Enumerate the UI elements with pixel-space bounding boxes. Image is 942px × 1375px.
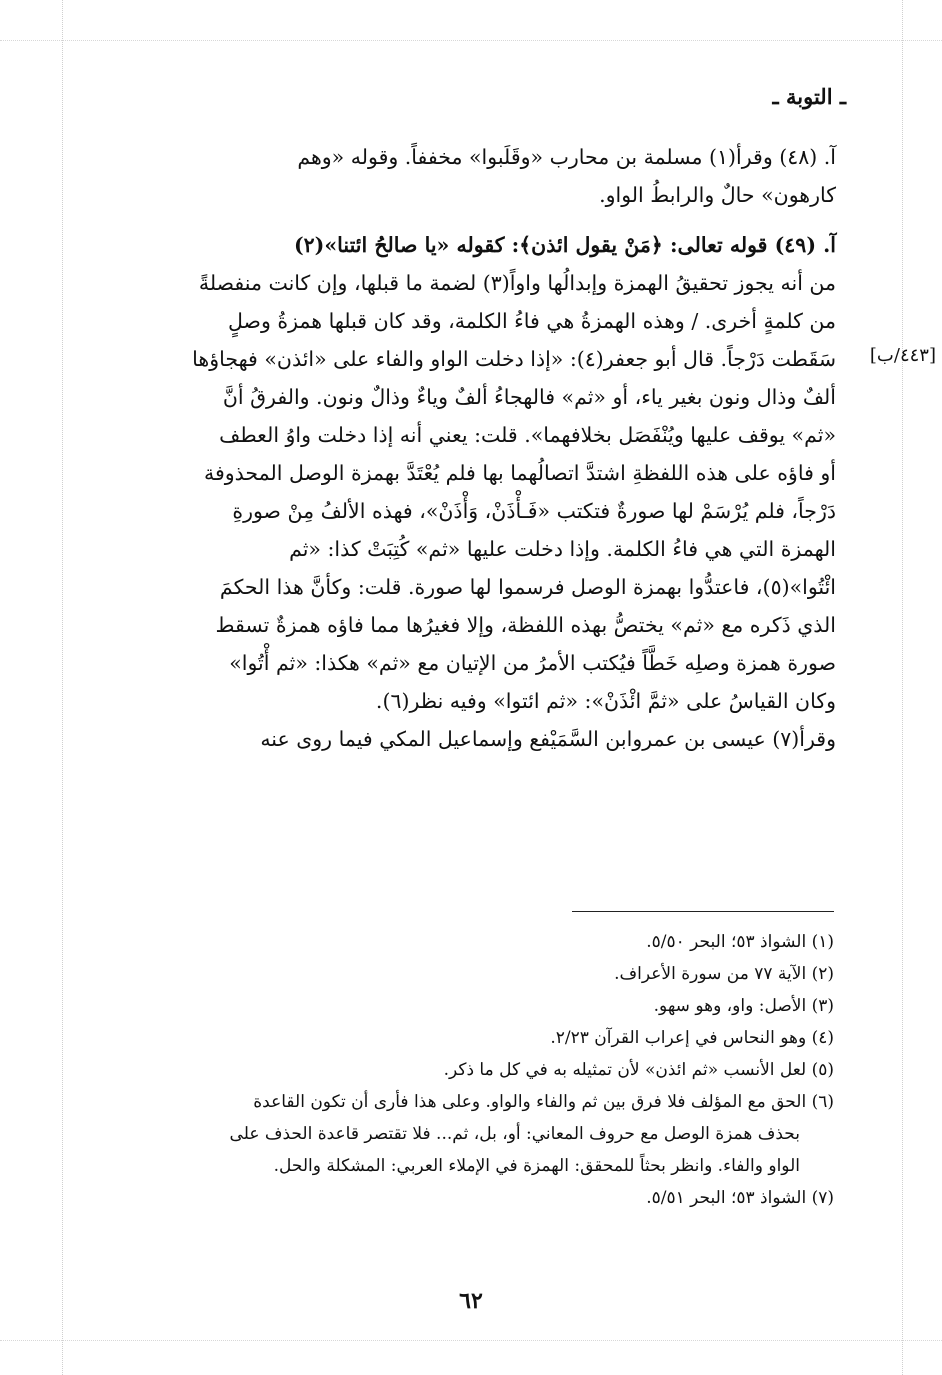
paragraph-readings (130, 720, 836, 758)
manuscript-folio-marker: [٤٤٣/ب] (869, 345, 936, 366)
scan-guide-line (0, 40, 942, 41)
text-line: «ثم» يوقف عليها ويُنْفَصَل بخلافهما». قلت: يعني أنه إذا دخلت واوُ العطف (219, 423, 836, 447)
footnote-4: (٤) وهو النحاس في إعراب القرآن ٢/٢٣. (550, 1028, 834, 1048)
text-line: سَقَطت دَرْجاً. قال أبو جعفر(٤): «إذا دخلت الواو والفاء على «ائذن» فهجاؤها (192, 347, 836, 371)
paragraph-verse-48 (130, 138, 836, 214)
text-line: ائْتُوا»(٥)، فاعتدُّوا بهمزة الوصل فرسموا لها صورة. قلت: وكأنَّ هذا الحكمَ (219, 575, 836, 599)
scan-guide-line (62, 0, 63, 1375)
footnotes (134, 926, 834, 1214)
paragraph-verse-49 (130, 226, 836, 720)
footnote-separator (572, 911, 834, 912)
footnote-3: (٣) الأصل: واو، وهو سهو. (653, 996, 834, 1016)
text-line: دَرْجاً، فلم يُرْسَمْ لها صورةٌ فتكتب «فَـأْذَنْ، وَأْذَنْ»، فهذه الألفُ مِنْ صورةِ (232, 499, 836, 523)
text-line: آ. (٤٨) وقرأ(١) مسلمة بن محارب «وقَلَبوا» مخففاً. وقوله «وهم (297, 145, 836, 169)
text-line: ألفٌ وذال ونون بغير ياء، أو «ثم» فالهجاءُ ألفٌ وياءٌ وذالٌ ونون. والفرقُ أنَّ (222, 385, 836, 409)
text-line: صورة همزة وصلِه خَطَّاً فيُكتب الأمرُ من الإتيان مع «ثم» هكذا: «ثم أْتُوا» (229, 651, 836, 675)
running-header: ـ التوبة ـ (772, 84, 846, 109)
text-line: من أنه يجوز تحقيقُ الهمزة وإبدالُها واواً(٣) لضمة ما قبلها، وإن كانت منفصلةً (198, 271, 836, 295)
text-line: آ. (٤٩) قوله تعالى: ﴿مَنْ يقول ائذن﴾: كقوله «يا صالحُ ائتنا»(٢) (293, 233, 836, 257)
page-number: ٦٢ (459, 1288, 483, 1314)
footnote-6-continuation: الواو والفاء. وانظر بحثاً للمحقق: الهمزة في الإملاء العربي: المشكلة والحل. (273, 1156, 800, 1176)
footnote-5: (٥) لعل الأنسب «ثم ائذن» لأن تمثيله به في كل ما ذكر. (443, 1060, 834, 1080)
footnote-7: (٧) الشواذ ٥٣؛ البحر ٥/٥١. (646, 1188, 834, 1208)
footnote-1: (١) الشواذ ٥٣؛ البحر ٥/٥٠. (646, 932, 834, 952)
text-line: الهمزة التي هي فاءُ الكلمة. وإذا دخلت عليها «ثم» كُتِبَتْ كذا: «ثم (289, 537, 836, 561)
text-line: الذي ذَكره مع «ثم» يختصُّ بهذه اللفظة، وإلا فغيرُها مما فاؤه همزةٌ تسقط (215, 613, 836, 637)
text-line: كارهون» حالٌ والرابطُ الواو. (599, 183, 836, 207)
text-line: من كلمةٍ أخرى. / وهذه الهمزةُ هي فاءُ الكلمة، وقد كان قبلها همزةُ وصلٍ (228, 309, 836, 333)
text-line: وكان القياسُ على «ثمَّ ائْذَنْ»: «ثم ائتوا» وفيه نظر(٦). (375, 689, 836, 713)
footnote-2: (٢) الآية ٧٧ من سورة الأعراف. (614, 964, 834, 984)
scan-guide-line (902, 0, 903, 1375)
text-line: وقرأ(٧) عيسى بن عمروابن السَّمَيْفع وإسماعيل المكي فيما روى عنه (260, 727, 836, 751)
scan-guide-line (0, 1340, 942, 1341)
main-text (130, 138, 836, 758)
footnote-6-continuation: بحذف همزة الوصل مع حروف المعاني: أو، بل، ثم... فلا تقتصر قاعدة الحذف على (229, 1124, 800, 1144)
footnote-6: (٦) الحق مع المؤلف فلا فرق بين ثم والفاء والواو. وعلى هذا فأرى أن تكون القاعدة (253, 1092, 834, 1112)
text-line: أو فاؤه على هذه اللفظةِ اشتدَّ اتصالُهما بها فلم يُعْتَدَّ بهمزة الوصل المحذوفة (203, 461, 836, 485)
